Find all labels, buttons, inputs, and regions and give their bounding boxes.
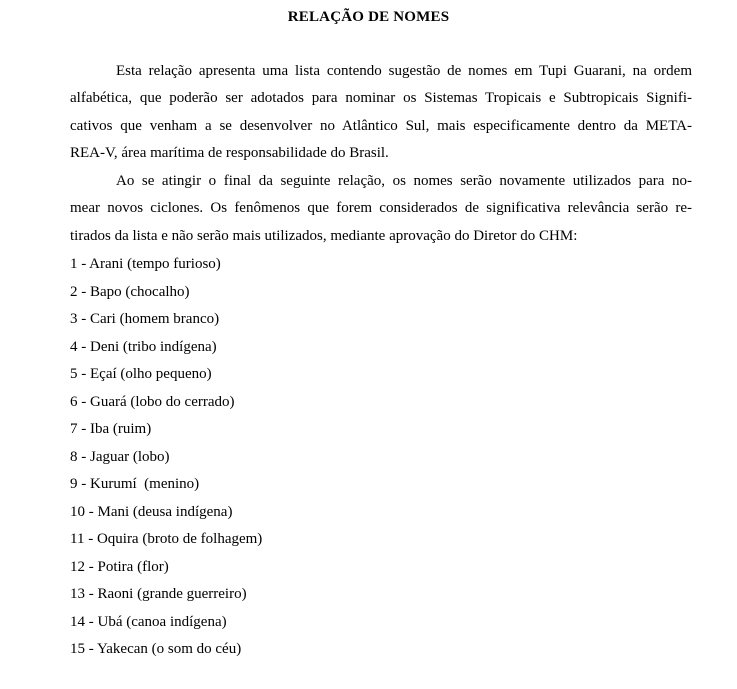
list-item: 8 - Jaguar (lobo) — [70, 448, 170, 465]
list-item: 3 - Cari (homem branco) — [70, 311, 220, 327]
list-item: 9 - Kurumí (menino) — [70, 476, 200, 492]
list-item: 10 - Mani (deusa indígena) — [70, 503, 233, 520]
list-item: 15 - Yakecan (o som do céu) — [70, 641, 242, 657]
names-list — [70, 251, 262, 664]
list-item: 1 - Arani (tempo furioso) — [70, 256, 221, 272]
paragraph-line: alfabética, que poderão ser adotados para nominar os Sistemas Tropicais e Subtropicais Signifi- — [70, 90, 692, 107]
list-item: 12 - Potira (flor) — [70, 558, 169, 575]
paragraph-line: mear novos ciclones. Os fenômenos que forem considerados de significativa relevância serão re- — [70, 200, 692, 217]
list-item: 4 - Deni (tribo indígena) — [70, 338, 217, 355]
document-title: RELAÇÃO DE NOMES — [287, 9, 450, 25]
list-item: 11 - Oquira (broto de folhagem) — [70, 531, 263, 547]
paragraph-line: tirados da lista e não serão mais utilizados, mediante aprovação do Diretor do CHM: — [70, 227, 578, 244]
list-item: 5 - Eçaí (olho pequeno) — [70, 366, 212, 382]
list-item: 14 - Ubá (canoa indígena) — [70, 613, 227, 630]
rules-paragraph — [70, 168, 692, 250]
paragraph-line: Ao se atingir o final da seguinte relação, os nomes serão novamente utilizados para no- — [116, 173, 692, 189]
paragraph-line: REA-V, área marítima de responsabilidade do Brasil. — [70, 145, 389, 162]
list-item: 2 - Bapo (chocalho) — [70, 283, 190, 300]
paragraph-line: Esta relação apresenta uma lista contendo sugestão de nomes em Tupi Guarani, na ordem — [116, 63, 692, 79]
paragraph-line: cativos que venham a se desenvolver no Atlântico Sul, mais especificamente dentro da META- — [70, 117, 692, 134]
list-item: 13 - Raoni (grande guerreiro) — [70, 586, 247, 602]
list-item: 7 - Iba (ruim) — [70, 421, 152, 437]
intro-paragraph — [70, 58, 692, 168]
list-item: 6 - Guará (lobo do cerrado) — [70, 393, 235, 410]
